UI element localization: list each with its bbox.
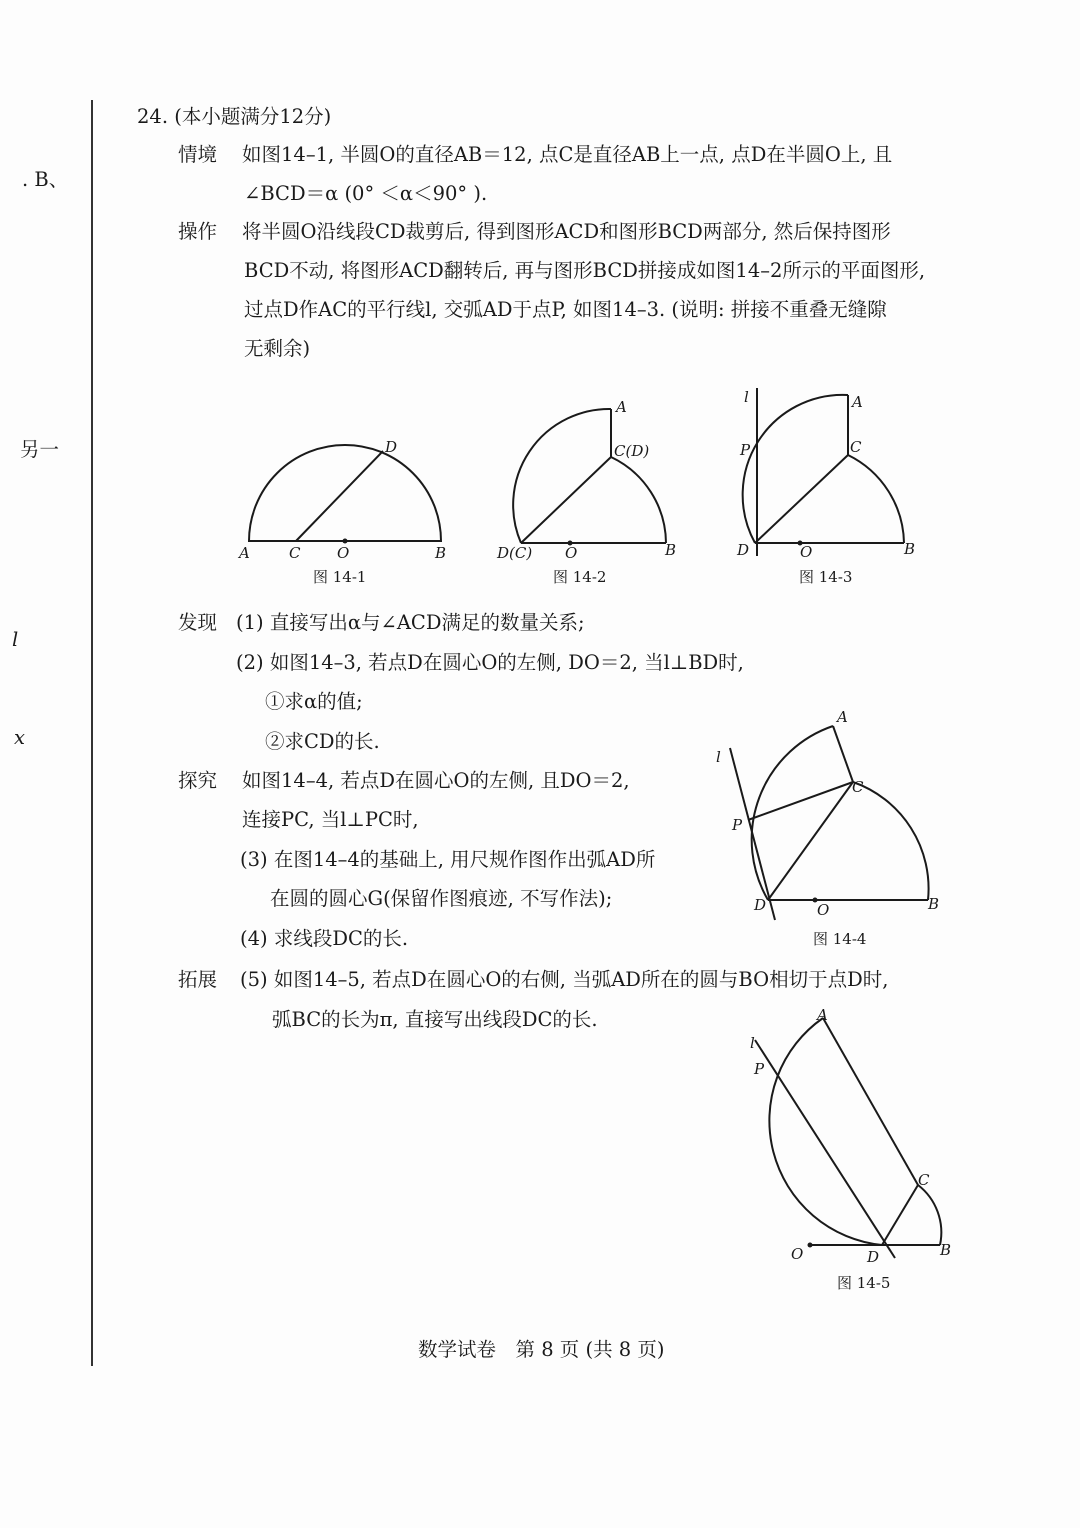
section-label: 探究: [178, 769, 218, 792]
figure-label: 图 14-1: [313, 568, 367, 586]
margin-mark: x: [14, 726, 25, 749]
figure-label: A: [616, 398, 627, 416]
figure-label: A: [852, 393, 863, 411]
figure-label: C(D): [614, 442, 650, 460]
figure-14-2: [496, 398, 676, 586]
figure-label: O: [337, 544, 350, 562]
figure-label: A: [817, 1006, 828, 1024]
figure-label: P: [740, 441, 751, 459]
text-line: 连接PC, 当l⊥PC时,: [242, 808, 419, 831]
figure-14-1: [237, 438, 446, 586]
figure-label: A: [239, 544, 250, 562]
text-line: BCD不动, 将图形ACD翻转后, 再与图形BCD拼接成如图14–2所示的平面图形,: [244, 259, 926, 282]
figure-label: B: [435, 544, 447, 562]
figure-label: A: [837, 708, 848, 726]
text-line: 过点D作AC的平行线l, 交弧AD于点P, 如图14–3. (说明: 拼接不重叠无缝隙: [244, 298, 887, 321]
text-line: 将半圆O沿线段CD裁剪后, 得到图形ACD和图形BCD两部分, 然后保持图形: [242, 220, 891, 243]
figure-label: O: [817, 901, 830, 919]
text-line: (2) 如图14–3, 若点D在圆心O的左侧, DO＝2, 当l⊥BD时,: [236, 651, 744, 674]
figure-label: D(C): [497, 544, 533, 562]
figure-label: D: [867, 1248, 880, 1266]
margin-mark: 另一: [20, 438, 60, 461]
margin-mark: . B、: [22, 168, 69, 191]
text-line: (3) 在图14–4的基础上, 用尺规作图作出弧AD所: [240, 848, 656, 871]
figure-label: P: [754, 1060, 765, 1078]
figure-label: B: [665, 541, 677, 559]
section-label: 操作: [178, 220, 218, 243]
figure-label: D: [754, 896, 767, 914]
figure-label: O: [800, 543, 813, 561]
text-line: ∠BCD＝α (0° ＜α＜90° ).: [244, 182, 488, 205]
figure-label: 图 14-3: [799, 568, 853, 586]
figure-label: 图 14-5: [837, 1274, 891, 1292]
section-label: 拓展: [178, 968, 218, 991]
figure-label: 图 14-2: [553, 568, 607, 586]
figure-label: D: [385, 438, 398, 456]
figure-label: C: [852, 778, 864, 796]
figure-label: 图 14-4: [813, 930, 867, 948]
figure-14-3: [736, 388, 915, 586]
figure-label: l: [716, 748, 721, 766]
section-label: 情境: [178, 143, 218, 166]
text-line: 弧BC的长为π, 直接写出线段DC的长.: [272, 1008, 598, 1031]
figure-label: O: [791, 1245, 804, 1263]
text-line: 如图14–1, 半圆O的直径AB＝12, 点C是直径AB上一点, 点D在半圆O上, 且: [242, 143, 893, 166]
text-line: (4) 求线段DC的长.: [240, 927, 409, 950]
figure-label: l: [744, 388, 749, 406]
figure-label: l: [750, 1034, 755, 1052]
section-label: 发现: [178, 611, 218, 634]
figure-14-4: [716, 708, 939, 948]
figure-label: B: [904, 540, 916, 558]
figure-label: C: [850, 438, 862, 456]
text-line: 如图14–4, 若点D在圆心O的左侧, 且DO＝2,: [242, 769, 630, 792]
margin-mark: l: [12, 628, 19, 651]
text-line: 在圆的圆心G(保留作图痕迹, 不写作法);: [270, 887, 613, 910]
text-line: 无剩余): [244, 337, 311, 360]
figure-14-5: [750, 1006, 951, 1292]
page-footer: 数学试卷 第 8 页 (共 8 页): [418, 1338, 665, 1361]
figure-label: B: [928, 895, 940, 913]
figure-label: B: [940, 1241, 952, 1259]
question-header: 24. (本小题满分12分): [137, 105, 332, 128]
text-line: ②求CD的长.: [265, 730, 380, 753]
figure-label: P: [732, 816, 743, 834]
text-line: (5) 如图14–5, 若点D在圆心O的右侧, 当弧AD所在的圆与BO相切于点D时,: [240, 968, 889, 991]
text-line: ①求α的值;: [265, 690, 363, 713]
figure-label: C: [918, 1171, 930, 1189]
figure-label: D: [737, 541, 750, 559]
figure-label: C: [289, 544, 301, 562]
figure-label: O: [565, 544, 578, 562]
text-line: (1) 直接写出α与∠ACD满足的数量关系;: [236, 611, 585, 634]
